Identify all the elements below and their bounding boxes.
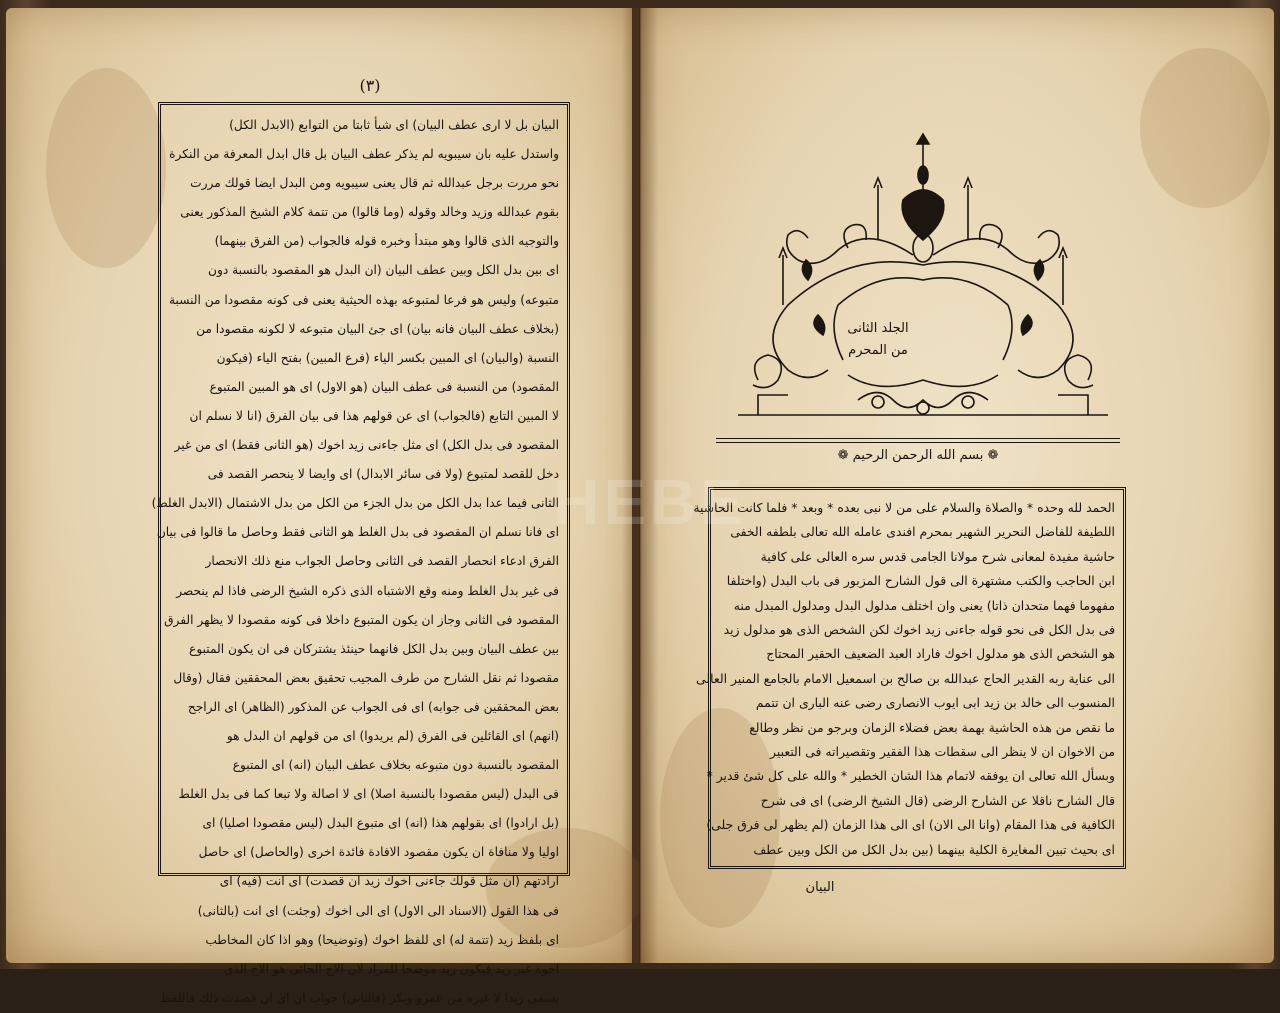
text-line: اى بحيث تبين المغايرة الكلية بينهما (بين بدل الكل من الكل وبين عطف bbox=[753, 841, 1115, 857]
text-line: فى البدل (ليس مقصودا بالنسبة اصلا) اى لا اصالة ولا تبعا كما فى بدل الغلط bbox=[178, 787, 559, 802]
text-line: اى بلفظ زيد (تتمة له) اى للفظ اخوك (وتوضيحا) وهو اذا كان المخاطب bbox=[205, 932, 559, 947]
text-line: يسمى زيدا لا غيره من عمرو وبكر (فالثانى) جواب ان اى ان قصدت ذلك فاللفظ bbox=[159, 990, 559, 1005]
text-line: بقوم عبدالله وزيد وخالد وقوله (وما قالوا) من تتمة كلام الشيخ المذكور يعنى bbox=[180, 205, 559, 220]
text-line: دخل للقصد لمتبوع (ولا فى سائر الابدال) اى وايضا لا ينحصر القصد فى bbox=[207, 467, 559, 482]
catchword: البيان bbox=[805, 880, 835, 895]
text-line: بعض المحققين فى جوابه) اى فى الجواب عن المذكور (الظاهر) اى الراجح bbox=[187, 699, 559, 714]
text-line: النسبة (والبيان) اى المبين بكسر الياء (فرع المبين) بفتح الياء (فيكون bbox=[216, 350, 559, 365]
text-line: وبسأل الله تعالى ان يوفقه لاتمام هذا الشان الخطير * والله على كل شئ قدير * bbox=[706, 768, 1115, 784]
section-divider-thin bbox=[716, 442, 1120, 443]
text-line: والتوجيه الذى قالوا وهو مبتدأ وخبره قوله فالجواب (من الفرق بينهما) bbox=[214, 234, 559, 249]
text-line: البيان بل لا ارى عطف البيان) اى شيأ ثابتا من التوابع (الابدل الكل) bbox=[229, 118, 559, 132]
text-line: بين عطف البيان وبين بدل الكل فانهما حينئذ يشتركان فى ان يكون المتبوع bbox=[189, 641, 559, 656]
text-line: اى فانا نسلم ان المقصود فى بدل الغلط هو الثانى فقط وحاصل ما قالوا فى بيان bbox=[156, 525, 559, 540]
text-line: فى غير بدل الغلط ومنه وقع الاشتباه الذى ذكره الشيخ الرضى فاذا لم ينحصر bbox=[176, 583, 559, 598]
text-line: هو الشخص الذى هو مدلول اخوك فاراد العبد الضعيف الحقير المحتاج bbox=[766, 646, 1115, 662]
volume-title bbox=[818, 318, 938, 362]
title-ornament bbox=[728, 130, 1118, 430]
text-line: اخوة غير زيد فيكون زيد موضحا للمراد لان الاخ الجائى هو الاخ الذى bbox=[223, 961, 559, 976]
text-line: من الاخوان ان لا ينظر الى سقطات هذا الفقير وتقصيراته فى التعبير bbox=[770, 744, 1115, 760]
text-line: الثانى فيما عدا بدل الكل من بدل الجزء من الكل من بدل الاشتمال (الابدل الغلط) bbox=[151, 496, 559, 511]
section-divider bbox=[716, 438, 1120, 439]
ornament-glyph: ❁ bbox=[837, 448, 849, 463]
text-line: المنسوب الى خالد بن زيد ابى ايوب الانصارى رضى عنه البارى ان تتمم bbox=[755, 695, 1115, 711]
text-line: المقصود بالنسبة دون متبوعه بخلاف عطف البيان (انه) اى المتبوع bbox=[232, 758, 559, 773]
volume-title-line1: الجلد الثانى bbox=[847, 321, 909, 336]
text-line: اوليا ولا منافاة ان يكون مقصود الافادة فائدة اخرى (والحاصل) اى حاصل bbox=[198, 845, 559, 860]
text-line: (انهم) اى القائلين فى الفرق (لم يريدوا) اى من قولهم ان البدل هو bbox=[226, 728, 559, 743]
volume-title-line2: من المحرم bbox=[848, 343, 908, 358]
text-line: (بخلاف عطف البيان فانه بيان) اى جئ البيان متبوعه لا لكونه مقصودا من bbox=[196, 321, 559, 336]
basmala-text: بسم الله الرحمن الرحيم bbox=[852, 448, 984, 463]
text-line: (بل ارادوا) اى بقولهم هذا (انه) اى متبوع البدل (ليس مقصودا اصليا) اى bbox=[202, 816, 559, 831]
text-line: متبوعه) وليس هو فرعا لمتبوعه بهذه الحيثية يعنى فى كونه مقصودا من النسبة bbox=[169, 292, 559, 307]
text-line: لا المبين التابع (فالجواب) اى عن قولهم هذا فى بيان الفرق (انا لا نسلم ان bbox=[189, 408, 559, 423]
text-line: فى هذا القول (الاسناد الى الاول) اى الى اخوك (وجئت) اى انت (بالثانى) bbox=[197, 903, 559, 918]
left-text-frame bbox=[151, 102, 570, 1005]
text-line: المقصود) من النسبة فى عطف البيان (هو الاول) اى هو المبين المتبوع bbox=[209, 379, 559, 394]
text-line: المقصود فى بدل الكل) اى مثل جاءنى زيد اخوك (هو الثانى فقط) اى من غير bbox=[174, 438, 559, 453]
page-number: (٣) bbox=[359, 76, 381, 95]
right-text-block bbox=[693, 496, 1115, 860]
text-line: ارادتهم (ان مثل قولك جاءنى اخوك زيد ان قصدت) اى انت (فيه) اى bbox=[219, 874, 559, 889]
text-line: مفهوما فهما متحدان ذاتا) يعنى وان اختلف مدلول البدل ومدلول المبدل منه bbox=[733, 597, 1115, 613]
text-line: ابن الحاجب والكتب مشتهرة الى قول الشارح المزبور فى باب البدل (واختلفا bbox=[726, 573, 1115, 589]
right-text-frame bbox=[693, 487, 1126, 869]
text-line: اى بين بدل الكل وبين عطف البيان (ان البدل هو المقصود بالنسبة دون bbox=[208, 263, 559, 278]
text-line: فى بدل الكل فى نحو قوله جاءنى زيد اخوك لكن الشخص الذى هو مدلول زيد bbox=[723, 622, 1115, 638]
text-line: الحمد لله وحده * والصلاة والسلام على من لا نبى بعده * وبعد * فلما كانت الحاشية bbox=[693, 500, 1115, 515]
text-line: واستدل عليه بان سيبويه لم يذكر عطف البيان بل قال ابدل المعرفة من النكرة bbox=[169, 147, 559, 162]
text-line: اللطيفة للفاضل النحرير الشهير بمحرم افندى عامله الله تعالى بلطفه الخفى bbox=[730, 524, 1115, 540]
text-line: الى عناية ربه القدير الحاج عبدالله بن صالح بن اسمعيل الامام بالجامع المنير العالى bbox=[696, 670, 1115, 686]
text-line: نحو مررت برجل عبدالله ثم قال يعنى سيبويه ومن البدل ايضا قولك مررت bbox=[190, 176, 559, 191]
text-line: مقصودا ثم نقل الشارح من طرف المجيب تحقيق بعض المحققين فقال (وقال bbox=[173, 670, 559, 685]
ornament-glyph: ❁ bbox=[987, 448, 999, 463]
basmala-heading bbox=[716, 448, 1120, 463]
text-line: ما نقص من هذه الحاشية بهمة بعض فضلاء الزمان وبرجو من نظر وطالع bbox=[749, 719, 1115, 735]
text-line: الكافية فى هذا المقام (وانا الى الان) اى الى هذا الزمان (لم يظهر لى فرق جلى) bbox=[706, 817, 1115, 833]
text-line: الفرق ادعاء انحصار القصد فى الثانى وحاصل الجواب منع ذلك الانحصار bbox=[205, 554, 559, 569]
left-text-block bbox=[151, 111, 559, 1005]
text-line: المقصود فى الثانى وجاز ان يكون المتبوع داخلا فى كونه مقصودا لا يظهر الفرق bbox=[164, 612, 559, 627]
text-line: حاشية مفيدة لمعانى شرح مولانا الجامى قدس سره العالى على كافية bbox=[760, 548, 1115, 564]
text-line: قال الشارح ناقلا عن الشارح الرضى (قال الشيخ الرضى) اى فى شرح bbox=[760, 792, 1115, 808]
